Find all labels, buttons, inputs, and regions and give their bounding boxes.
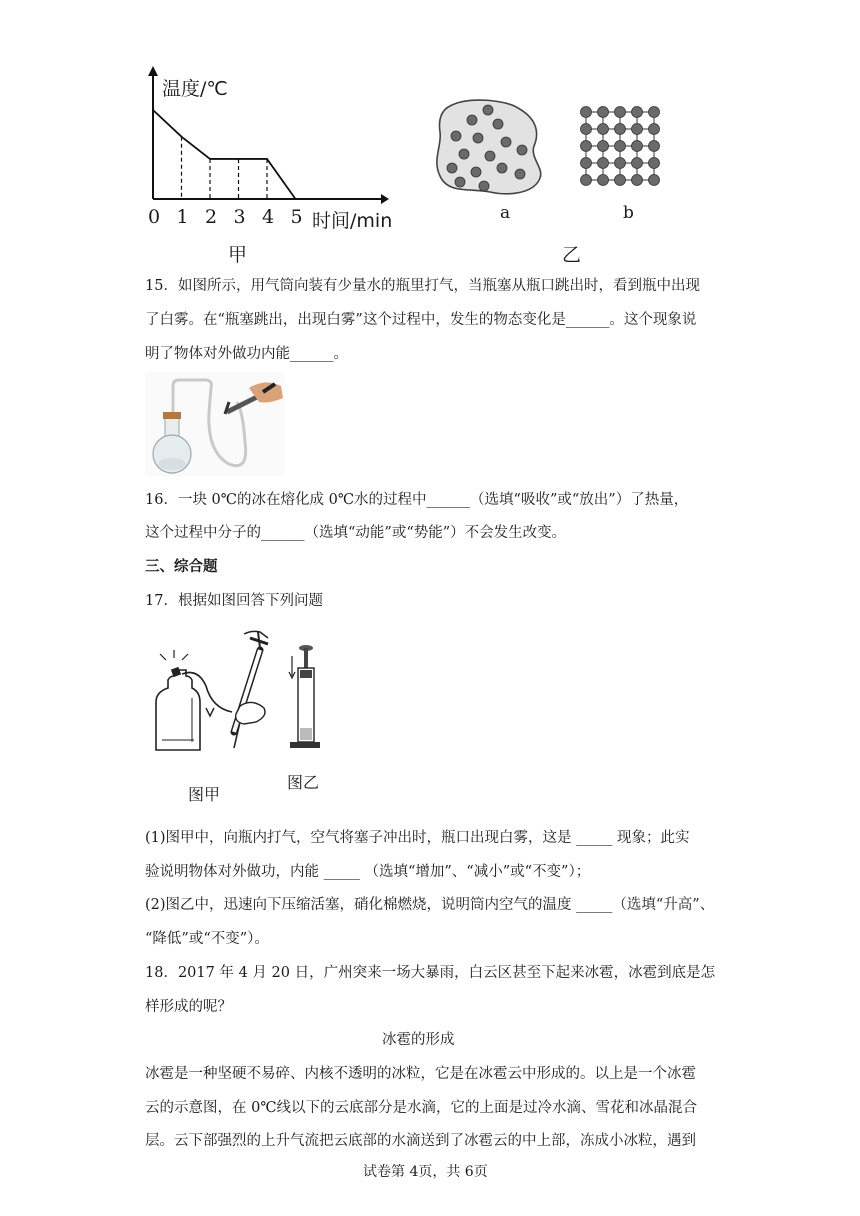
solid-particle	[581, 158, 592, 169]
q15-line3: 明了物体对外做功内能______。	[145, 346, 348, 362]
solid-particle	[632, 158, 643, 169]
solid-particle	[649, 124, 660, 135]
solid-particle	[598, 107, 609, 118]
graph-x-tick-0: 0	[148, 206, 161, 228]
graph-x-tick-2: 2	[205, 206, 218, 228]
liquid-particle	[473, 133, 483, 143]
q17-figure-b-cylinder	[282, 638, 322, 756]
graph-data-line	[153, 110, 296, 199]
q17-figure-a-caption: 图甲	[188, 785, 221, 804]
liquid-particle	[485, 151, 495, 161]
liquid-particle	[515, 169, 525, 179]
particle-model-liquid	[436, 98, 548, 198]
liquid-particle	[483, 105, 493, 115]
liquid-particle	[497, 163, 507, 173]
graph-y-axis-arrow	[148, 66, 158, 76]
solid-particle	[632, 141, 643, 152]
solid-particle	[598, 124, 609, 135]
q17-figure-a-bottle-pump	[148, 628, 278, 758]
solid-particle	[615, 124, 626, 135]
particle-label-a: a	[500, 203, 511, 223]
liquid-particle	[479, 181, 489, 191]
q17-part1-line2: 验说明物体对外做功，内能 _____ （选填“增加”、“减小”或“不变”）；	[145, 864, 591, 880]
section-title: 三、综合题	[145, 558, 218, 575]
page-footer: 试卷第 4页，共 6页	[363, 1164, 488, 1180]
liquid-particle	[455, 177, 465, 187]
particles-caption: 乙	[562, 244, 582, 266]
particle-model-solid	[578, 104, 670, 190]
solid-particle	[632, 124, 643, 135]
q18-line2: 样形成的呢？	[145, 999, 232, 1015]
liquid-particle	[459, 149, 469, 159]
graph-x-tick-1: 1	[176, 206, 189, 228]
q18-line1: 18．2017 年 4 月 20 日，广州突来一场大暴雨，白云区甚至下起来冰雹，冰雹到底是怎	[145, 965, 716, 981]
q18-paragraph-line3: 层。云下部强烈的上升气流把云底部的水滴送到了冰雹云的中上部，冻成小冰粒，遇到	[145, 1133, 696, 1149]
solid-particle	[649, 107, 660, 118]
solid-particle	[598, 175, 609, 186]
q17-figure-b-caption: 图乙	[287, 773, 320, 792]
liquid-particle	[467, 115, 477, 125]
q15-line1: 15．如图所示，用气筒向装有少量水的瓶里打气，当瓶塞从瓶口跳出时，看到瓶中出现	[145, 278, 700, 294]
q16-line1: 16．一块 0℃的冰在熔化成 0℃水的过程中______（选填“吸收”或“放出”）了热量，	[145, 492, 689, 508]
liquid-particle	[447, 163, 457, 173]
solid-particle	[632, 107, 643, 118]
solid-particle	[615, 107, 626, 118]
q17-part2-line2: “降低”或“不变”）。	[145, 931, 269, 947]
q18-paragraph-line1: 冰雹是一种坚硬不易碎、内核不透明的冰粒，它是在冰雹云中形成的。以上是一个冰雹	[145, 1066, 696, 1082]
graph-y-axis-label: 温度/℃	[162, 78, 228, 100]
solid-particle	[632, 175, 643, 186]
liquid-particle	[451, 131, 461, 141]
liquid-particle	[501, 137, 511, 147]
q18-paragraph-line2: 云的示意图，在 0℃线以下的云底部分是水滴，它的上面是过冷水滴、雪花和冰晶混合	[145, 1100, 698, 1116]
solid-particle	[581, 124, 592, 135]
solid-particle	[615, 158, 626, 169]
solid-particle	[598, 141, 609, 152]
graph-caption: 甲	[228, 244, 248, 266]
q17-part2-line1: (2)图乙中，迅速向下压缩活塞，硝化棉燃烧，说明筒内空气的温度 _____（选填“升高”、	[145, 897, 715, 913]
q17-part1-line1: (1)图甲中，向瓶内打气，空气将塞子冲出时，瓶口出现白雾，这是 _____ 现象；此实	[145, 830, 690, 846]
solid-particle	[615, 175, 626, 186]
q15-flask-pump-photo	[145, 372, 285, 476]
solid-particle	[649, 175, 660, 186]
q16-line2: 这个过程中分子的______（选填“动能”或“势能”）不会发生改变。	[145, 525, 567, 541]
graph-x-tick-4: 4	[262, 206, 275, 228]
graph-x-tick-3: 3	[233, 206, 246, 228]
liquid-particle	[471, 167, 481, 177]
solid-particle	[649, 158, 660, 169]
graph-x-tick-5: 5	[290, 206, 303, 228]
particle-label-b: b	[623, 203, 634, 223]
liquid-particle	[517, 145, 527, 155]
solid-particle	[649, 141, 660, 152]
solid-particle	[581, 175, 592, 186]
solid-particle	[598, 158, 609, 169]
q17-stem: 17．根据如图回答下列问题	[145, 593, 323, 609]
solid-particle	[615, 141, 626, 152]
graph-x-axis-arrow	[381, 194, 389, 204]
solid-particle	[581, 141, 592, 152]
liquid-particle	[493, 119, 503, 129]
graph-x-axis-label: 时间/min	[312, 210, 393, 232]
solid-particle	[581, 107, 592, 118]
q15-line2: 了白雾。在“瓶塞跳出，出现白雾”这个过程中，发生的物态变化是______。这个现象说	[145, 312, 697, 328]
q18-article-title: 冰雹的形成	[382, 1032, 455, 1048]
